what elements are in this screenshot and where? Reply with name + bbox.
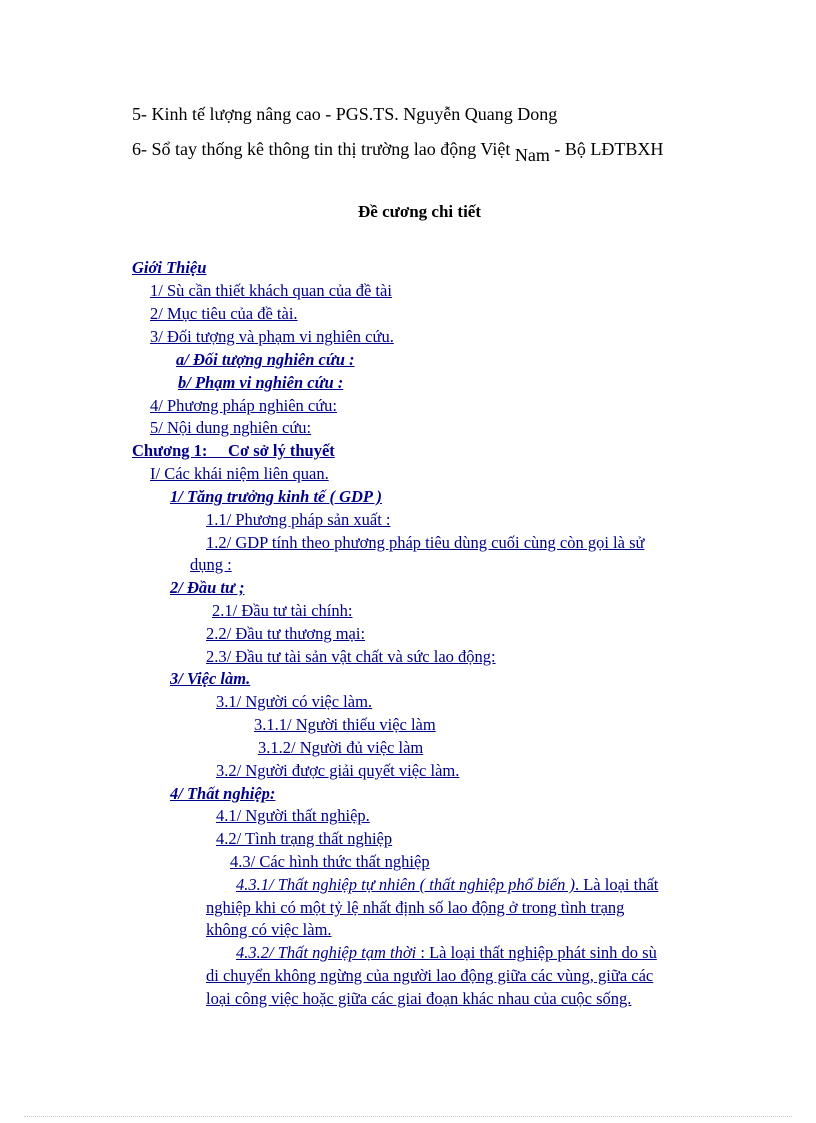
- toc-s2[interactable]: 2/ Đầu tư ;: [170, 578, 245, 597]
- reference-5: [132, 104, 557, 125]
- toc-s1-2b[interactable]: dụng :: [190, 555, 232, 574]
- toc-s3-1[interactable]: 3.1/ Người có việc làm.: [216, 692, 373, 711]
- toc-s4-3-1-line2[interactable]: nghiệp khi có một tỷ lệ nhất định số lao động ở trong tình trạng: [206, 898, 625, 917]
- toc-gioi-thieu[interactable]: Giới Thiệu: [132, 258, 207, 277]
- toc-s3-1-2[interactable]: 3.1.2/ Người đủ việc làm: [258, 738, 424, 757]
- reference-6-subscript: Nam: [514, 145, 550, 165]
- reference-6: [132, 139, 664, 165]
- toc-s4-1[interactable]: 4.1/ Người thất nghiệp.: [216, 806, 370, 825]
- reference-6-tail: - Bộ LĐTBXH: [549, 139, 664, 159]
- toc-gt-1[interactable]: 1/ Sù cần thiết khách quan của đề tài: [150, 281, 392, 300]
- toc-gt-2[interactable]: 2/ Mục tiêu của đề tài.: [150, 304, 298, 323]
- toc-s2-2[interactable]: 2.2/ Đầu tư thương mại:: [206, 624, 366, 643]
- toc-chuong-1[interactable]: Chương 1: Cơ sở lý thuyết: [132, 441, 335, 460]
- toc-s4-3-1-line3[interactable]: không có việc làm.: [206, 920, 332, 939]
- toc-s4-3-1[interactable]: [236, 875, 658, 895]
- toc-gt-3a[interactable]: a/ Đối tượng nghiên cứu :: [176, 350, 355, 369]
- toc-s4-3-1-desc: . Là loại thất: [574, 875, 659, 894]
- toc-s4-3-2[interactable]: [236, 943, 657, 963]
- toc-s4-3-2-line2[interactable]: di chuyển không ngừng của người lao động giữa các vùng, giữa các: [206, 966, 654, 985]
- reference-6-text: 6- Sổ tay thống kê thông tin thị trường lao động Việt: [132, 139, 515, 159]
- reference-5-text: 5- Kinh tế lượng nâng cao - PGS.TS. Nguyễn Quang Dong: [132, 104, 558, 124]
- toc-s4-2[interactable]: 4.2/ Tình trạng thất nghiệp: [216, 829, 393, 848]
- toc-s2-3[interactable]: 2.3/ Đầu tư tài sản vật chất và sức lao động:: [206, 647, 496, 666]
- toc-s3-1-1[interactable]: 3.1.1/ Người thiếu việc làm: [254, 715, 436, 734]
- toc-s3-2[interactable]: 3.2/ Người được giải quyết việc làm.: [216, 761, 460, 780]
- toc-gt-5[interactable]: 5/ Nội dung nghiên cứu:: [150, 418, 312, 437]
- toc-gt-4[interactable]: 4/ Phương pháp nghiên cứu:: [150, 396, 338, 415]
- page-bottom-rule: [24, 1116, 792, 1117]
- toc-s1-2a[interactable]: 1.2/ GDP tính theo phương pháp tiêu dùng cuối cùng còn gọi là sử: [206, 533, 645, 552]
- toc-s4-3-2-title: 4.3.2/ Thất nghiệp tạm thời: [236, 943, 417, 962]
- toc-s3[interactable]: 3/ Việc làm.: [170, 669, 251, 688]
- page-title: Đề cương chi tiết: [358, 202, 482, 221]
- toc-s4-3-2-desc: : Là loại thất nghiệp phát sinh do sù: [416, 943, 657, 962]
- toc-s1[interactable]: 1/ Tăng trưởng kinh tế ( GDP ): [170, 487, 383, 506]
- toc-s4[interactable]: 4/ Thất nghiệp:: [170, 784, 276, 803]
- toc-s1-1[interactable]: 1.1/ Phương pháp sản xuất :: [206, 510, 391, 529]
- toc-s2-1[interactable]: 2.1/ Đầu tư tài chính:: [212, 601, 353, 620]
- toc-s4-3-1-title: 4.3.1/ Thất nghiệp tự nhiên ( thất nghiệp phổ biến ): [236, 875, 575, 894]
- toc-gt-3b[interactable]: b/ Phạm vi nghiên cứu :: [178, 373, 344, 392]
- toc-s4-3[interactable]: 4.3/ Các hình thức thất nghiệp: [230, 852, 430, 871]
- toc-gt-3[interactable]: 3/ Đối tượng và phạm vi nghiên cứu.: [150, 327, 394, 346]
- toc-c1-I[interactable]: I/ Các khái niệm liên quan.: [150, 464, 329, 483]
- toc-s4-3-2-line3[interactable]: loại công việc hoặc giữa các giai đoạn khác nhau của cuộc sống.: [206, 989, 632, 1008]
